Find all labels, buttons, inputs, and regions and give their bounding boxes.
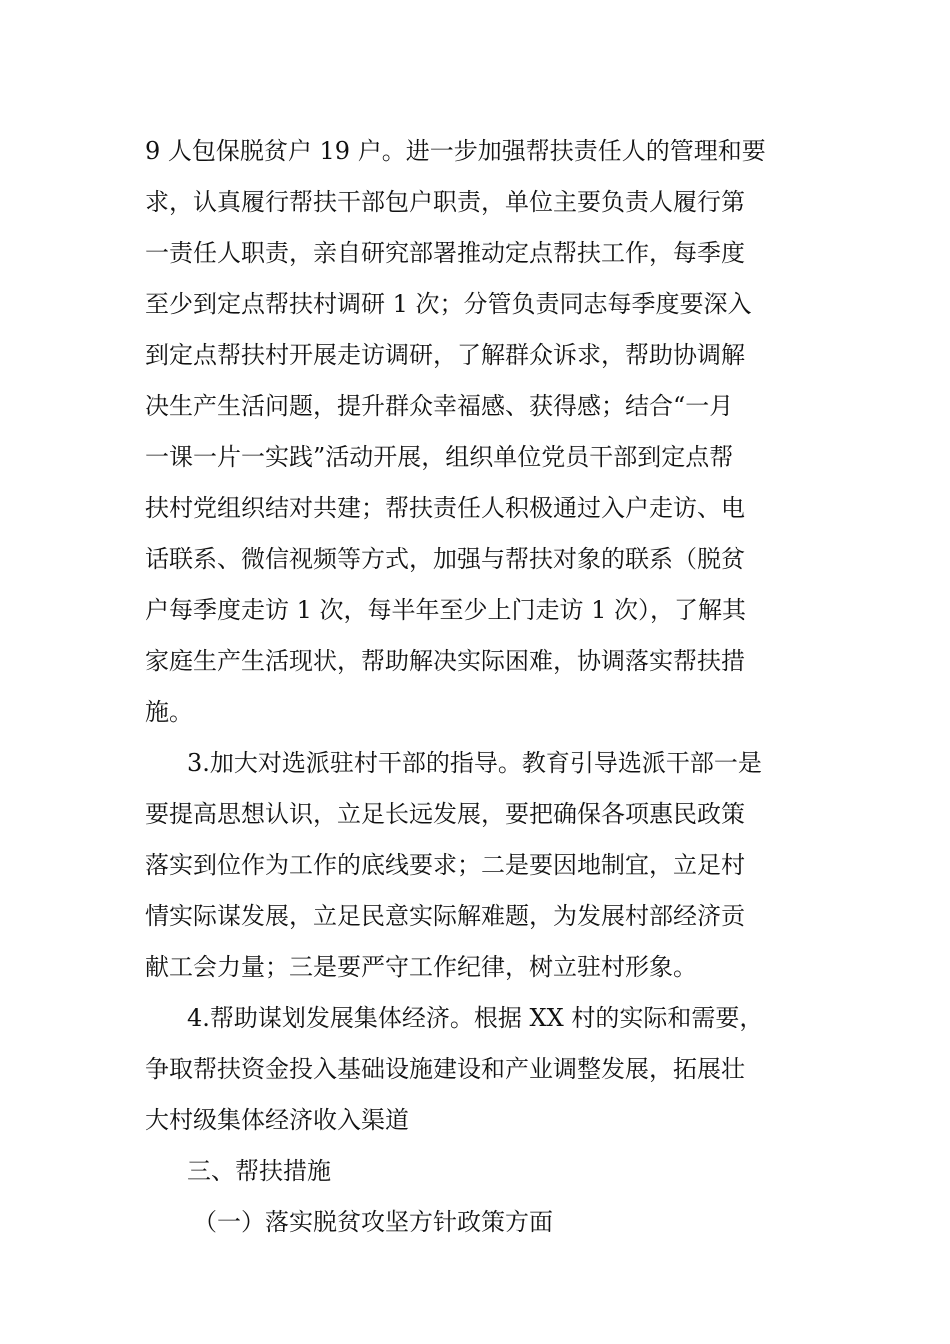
- text-line: 4.帮助谋划发展集体经济。根据 XX 村的实际和需要，: [187, 1004, 764, 1032]
- subheading-text: （一）落实脱贫攻坚方针政策方面: [193, 1208, 553, 1236]
- text-line: 争取帮扶资金投入基础设施建设和产业调整发展，拓展壮: [145, 1055, 745, 1083]
- text-line: 家庭生产生活现状，帮助解决实际困难，协调落实帮扶措: [145, 647, 745, 675]
- text-line: 3.加大对选派驻村干部的指导。教育引导选派干部一是: [187, 749, 762, 777]
- text-line: 9 人包保脱贫户 19 户。进一步加强帮扶责任人的管理和要: [145, 137, 766, 165]
- text-line: 情实际谋发展，立足民意实际解难题，为发展村部经济贡: [145, 902, 745, 930]
- text-line: 要提高思想认识，立足长远发展，要把确保各项惠民政策: [145, 800, 745, 828]
- text-line: 一课一片一实践”活动开展，组织单位党员干部到定点帮: [145, 443, 734, 471]
- paragraph-3: [145, 993, 805, 1146]
- text-line: 至少到定点帮扶村调研 1 次；分管负责同志每季度要深入: [145, 290, 752, 318]
- text-line: 户每季度走访 1 次，每半年至少上门走访 1 次），了解其: [145, 596, 747, 624]
- document-page: [145, 126, 805, 1248]
- text-line: 求，认真履行帮扶干部包户职责，单位主要负责人履行第: [145, 188, 745, 216]
- text-line: 施。: [145, 698, 193, 726]
- text-line: 到定点帮扶村开展走访调研，了解群众诉求，帮助协调解: [145, 341, 745, 369]
- subsection-heading: [145, 1197, 805, 1248]
- text-line: 扶村党组织结对共建；帮扶责任人积极通过入户走访、电: [145, 494, 745, 522]
- text-line: 一责任人职责，亲自研究部署推动定点帮扶工作，每季度: [145, 239, 745, 267]
- text-line: 献工会力量；三是要严守工作纪律，树立驻村形象。: [145, 953, 697, 981]
- text-line: 决生产生活问题，提升群众幸福感、获得感；结合“一月: [145, 392, 734, 420]
- section-heading: [145, 1146, 805, 1197]
- text-line: 落实到位作为工作的底线要求；二是要因地制宜，立足村: [145, 851, 745, 879]
- paragraph-2: [145, 738, 805, 993]
- paragraph-1: [145, 126, 805, 738]
- text-line: 大村级集体经济收入渠道: [145, 1106, 409, 1134]
- text-line: 话联系、微信视频等方式，加强与帮扶对象的联系（脱贫: [145, 545, 745, 573]
- heading-text: 三、帮扶措施: [187, 1157, 331, 1185]
